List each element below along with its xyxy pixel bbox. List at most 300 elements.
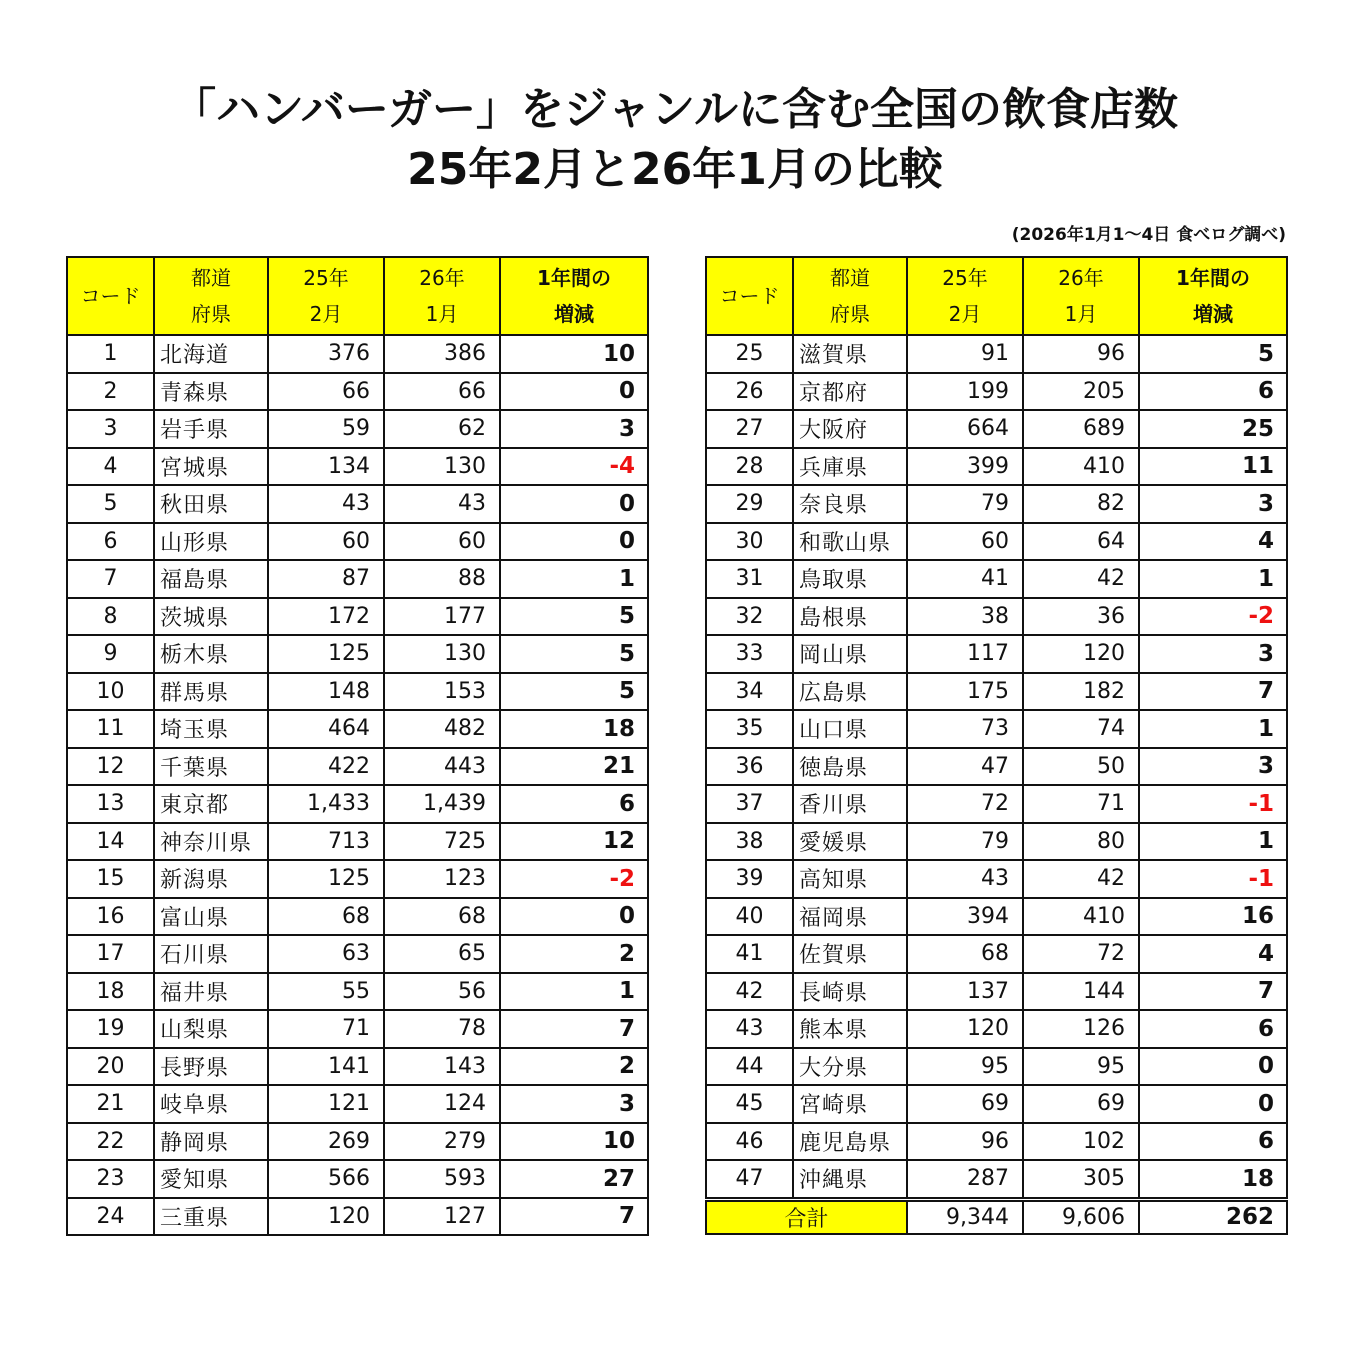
table-row bbox=[67, 898, 648, 936]
row-prefecture: 栃木県 bbox=[154, 635, 268, 673]
row-change: 7 bbox=[500, 1198, 648, 1236]
row-2025-feb: 117 bbox=[907, 635, 1023, 673]
row-code: 10 bbox=[67, 673, 154, 711]
row-change: 0 bbox=[500, 373, 648, 411]
row-change: 1 bbox=[1139, 823, 1287, 861]
table-row bbox=[67, 335, 648, 373]
row-code: 29 bbox=[706, 485, 793, 523]
row-2026-jan: 96 bbox=[1023, 335, 1139, 373]
row-change: 5 bbox=[500, 635, 648, 673]
row-2025-feb: 394 bbox=[907, 898, 1023, 936]
row-2026-jan: 36 bbox=[1023, 598, 1139, 636]
header-prefecture: 都道 府県 bbox=[793, 257, 907, 335]
row-2025-feb: 287 bbox=[907, 1160, 1023, 1199]
row-code: 41 bbox=[706, 935, 793, 973]
row-code: 15 bbox=[67, 860, 154, 898]
row-2026-jan: 410 bbox=[1023, 898, 1139, 936]
page-title: 「ハンバーガー」をジャンルに含む全国の飲食店数 bbox=[171, 84, 1179, 135]
row-prefecture: 鹿児島県 bbox=[793, 1123, 907, 1161]
row-code: 46 bbox=[706, 1123, 793, 1161]
row-code: 23 bbox=[67, 1160, 154, 1198]
header-2025-feb: 25年 2月 bbox=[268, 257, 384, 335]
table-row bbox=[706, 560, 1287, 598]
row-change: 0 bbox=[500, 898, 648, 936]
total-change: 262 bbox=[1139, 1199, 1287, 1234]
row-change: 0 bbox=[1139, 1048, 1287, 1086]
page-subtitle: 25年2月と26年1月の比較 bbox=[407, 144, 943, 195]
row-prefecture: 大分県 bbox=[793, 1048, 907, 1086]
row-code: 34 bbox=[706, 673, 793, 711]
table-row bbox=[706, 448, 1287, 486]
table-row bbox=[67, 485, 648, 523]
row-code: 9 bbox=[67, 635, 154, 673]
row-2025-feb: 120 bbox=[907, 1010, 1023, 1048]
row-change: -1 bbox=[1139, 785, 1287, 823]
row-2025-feb: 91 bbox=[907, 335, 1023, 373]
header-change: 1年間の 増減 bbox=[500, 257, 648, 335]
row-2025-feb: 59 bbox=[268, 410, 384, 448]
row-2026-jan: 482 bbox=[384, 710, 500, 748]
row-code: 44 bbox=[706, 1048, 793, 1086]
row-prefecture: 秋田県 bbox=[154, 485, 268, 523]
row-change: 7 bbox=[1139, 673, 1287, 711]
row-code: 2 bbox=[67, 373, 154, 411]
row-change: 0 bbox=[1139, 1085, 1287, 1123]
row-change: -2 bbox=[1139, 598, 1287, 636]
row-change: 1 bbox=[1139, 560, 1287, 598]
row-prefecture: 新潟県 bbox=[154, 860, 268, 898]
row-2026-jan: 386 bbox=[384, 335, 500, 373]
table-row bbox=[706, 710, 1287, 748]
row-prefecture: 奈良県 bbox=[793, 485, 907, 523]
row-change: -4 bbox=[500, 448, 648, 486]
row-2025-feb: 148 bbox=[268, 673, 384, 711]
row-2026-jan: 305 bbox=[1023, 1160, 1139, 1199]
row-change: 4 bbox=[1139, 935, 1287, 973]
row-prefecture: 鳥取県 bbox=[793, 560, 907, 598]
row-change: -1 bbox=[1139, 860, 1287, 898]
row-change: 0 bbox=[500, 523, 648, 561]
row-change: 5 bbox=[500, 598, 648, 636]
row-2026-jan: 102 bbox=[1023, 1123, 1139, 1161]
row-change: 1 bbox=[500, 560, 648, 598]
table-row bbox=[67, 1048, 648, 1086]
row-prefecture: 石川県 bbox=[154, 935, 268, 973]
table-header-row bbox=[706, 257, 1287, 335]
table-row bbox=[67, 710, 648, 748]
row-2026-jan: 65 bbox=[384, 935, 500, 973]
row-change: 6 bbox=[1139, 373, 1287, 411]
row-2026-jan: 144 bbox=[1023, 973, 1139, 1011]
row-2026-jan: 78 bbox=[384, 1010, 500, 1048]
row-2026-jan: 42 bbox=[1023, 860, 1139, 898]
row-prefecture: 愛知県 bbox=[154, 1160, 268, 1198]
table-row bbox=[706, 860, 1287, 898]
row-2025-feb: 269 bbox=[268, 1123, 384, 1161]
header-code: コード bbox=[67, 257, 154, 335]
table-header-row bbox=[67, 257, 648, 335]
row-prefecture: 山口県 bbox=[793, 710, 907, 748]
row-2025-feb: 66 bbox=[268, 373, 384, 411]
table-row bbox=[67, 860, 648, 898]
row-code: 18 bbox=[67, 973, 154, 1011]
table-row bbox=[67, 448, 648, 486]
row-2025-feb: 134 bbox=[268, 448, 384, 486]
row-change: 2 bbox=[500, 1048, 648, 1086]
row-2026-jan: 205 bbox=[1023, 373, 1139, 411]
row-2025-feb: 60 bbox=[907, 523, 1023, 561]
row-2026-jan: 593 bbox=[384, 1160, 500, 1198]
table-row bbox=[706, 373, 1287, 411]
table-row bbox=[67, 1085, 648, 1123]
row-change: 1 bbox=[1139, 710, 1287, 748]
row-2025-feb: 121 bbox=[268, 1085, 384, 1123]
row-2026-jan: 80 bbox=[1023, 823, 1139, 861]
row-change: 3 bbox=[1139, 485, 1287, 523]
row-prefecture: 山形県 bbox=[154, 523, 268, 561]
row-code: 36 bbox=[706, 748, 793, 786]
source-note: (2026年1月1～4日 食べログ調べ) bbox=[1011, 225, 1286, 245]
row-2025-feb: 79 bbox=[907, 485, 1023, 523]
row-change: 3 bbox=[500, 410, 648, 448]
row-2026-jan: 182 bbox=[1023, 673, 1139, 711]
row-code: 8 bbox=[67, 598, 154, 636]
table-row bbox=[706, 1123, 1287, 1161]
row-code: 3 bbox=[67, 410, 154, 448]
row-prefecture: 和歌山県 bbox=[793, 523, 907, 561]
row-code: 47 bbox=[706, 1160, 793, 1199]
row-code: 26 bbox=[706, 373, 793, 411]
row-prefecture: 茨城県 bbox=[154, 598, 268, 636]
table-row bbox=[706, 523, 1287, 561]
row-code: 17 bbox=[67, 935, 154, 973]
table-row bbox=[706, 598, 1287, 636]
row-code: 24 bbox=[67, 1198, 154, 1236]
row-prefecture: 佐賀県 bbox=[793, 935, 907, 973]
row-prefecture: 島根県 bbox=[793, 598, 907, 636]
row-code: 38 bbox=[706, 823, 793, 861]
row-change: -2 bbox=[500, 860, 648, 898]
row-change: 3 bbox=[500, 1085, 648, 1123]
row-prefecture: 岐阜県 bbox=[154, 1085, 268, 1123]
row-change: 7 bbox=[1139, 973, 1287, 1011]
row-change: 7 bbox=[500, 1010, 648, 1048]
row-code: 1 bbox=[67, 335, 154, 373]
table-row bbox=[67, 1010, 648, 1048]
row-prefecture: 福井県 bbox=[154, 973, 268, 1011]
row-2026-jan: 42 bbox=[1023, 560, 1139, 598]
row-2026-jan: 126 bbox=[1023, 1010, 1139, 1048]
row-2025-feb: 72 bbox=[907, 785, 1023, 823]
row-prefecture: 香川県 bbox=[793, 785, 907, 823]
row-change: 6 bbox=[1139, 1010, 1287, 1048]
table-row bbox=[706, 410, 1287, 448]
row-2026-jan: 43 bbox=[384, 485, 500, 523]
row-prefecture: 愛媛県 bbox=[793, 823, 907, 861]
row-code: 14 bbox=[67, 823, 154, 861]
row-2026-jan: 1,439 bbox=[384, 785, 500, 823]
row-code: 5 bbox=[67, 485, 154, 523]
row-prefecture: 長野県 bbox=[154, 1048, 268, 1086]
row-2026-jan: 124 bbox=[384, 1085, 500, 1123]
row-code: 42 bbox=[706, 973, 793, 1011]
row-2025-feb: 68 bbox=[907, 935, 1023, 973]
row-2025-feb: 43 bbox=[907, 860, 1023, 898]
row-prefecture: 群馬県 bbox=[154, 673, 268, 711]
table-row bbox=[67, 373, 648, 411]
row-code: 13 bbox=[67, 785, 154, 823]
row-prefecture: 岩手県 bbox=[154, 410, 268, 448]
row-2026-jan: 279 bbox=[384, 1123, 500, 1161]
row-code: 19 bbox=[67, 1010, 154, 1048]
row-2025-feb: 43 bbox=[268, 485, 384, 523]
row-2026-jan: 410 bbox=[1023, 448, 1139, 486]
row-prefecture: 静岡県 bbox=[154, 1123, 268, 1161]
table-row bbox=[706, 748, 1287, 786]
table-row bbox=[706, 485, 1287, 523]
row-change: 16 bbox=[1139, 898, 1287, 936]
row-code: 39 bbox=[706, 860, 793, 898]
row-change: 10 bbox=[500, 335, 648, 373]
row-2026-jan: 443 bbox=[384, 748, 500, 786]
row-2025-feb: 69 bbox=[907, 1085, 1023, 1123]
row-2025-feb: 68 bbox=[268, 898, 384, 936]
row-prefecture: 滋賀県 bbox=[793, 335, 907, 373]
row-2025-feb: 141 bbox=[268, 1048, 384, 1086]
row-change: 18 bbox=[1139, 1160, 1287, 1199]
row-2026-jan: 130 bbox=[384, 635, 500, 673]
table-row bbox=[67, 523, 648, 561]
table-row bbox=[67, 598, 648, 636]
table-row bbox=[67, 973, 648, 1011]
row-prefecture: 北海道 bbox=[154, 335, 268, 373]
row-prefecture: 長崎県 bbox=[793, 973, 907, 1011]
total-2025-feb: 9,344 bbox=[907, 1199, 1023, 1234]
row-2025-feb: 422 bbox=[268, 748, 384, 786]
row-2026-jan: 123 bbox=[384, 860, 500, 898]
row-change: 3 bbox=[1139, 635, 1287, 673]
row-change: 25 bbox=[1139, 410, 1287, 448]
row-2025-feb: 73 bbox=[907, 710, 1023, 748]
header-change: 1年間の 増減 bbox=[1139, 257, 1287, 335]
row-2025-feb: 60 bbox=[268, 523, 384, 561]
row-prefecture: 福岡県 bbox=[793, 898, 907, 936]
row-change: 6 bbox=[500, 785, 648, 823]
table-right bbox=[705, 256, 1288, 1235]
row-2026-jan: 127 bbox=[384, 1198, 500, 1236]
row-2026-jan: 56 bbox=[384, 973, 500, 1011]
row-2026-jan: 725 bbox=[384, 823, 500, 861]
header-2026-jan: 26年 1月 bbox=[1023, 257, 1139, 335]
table-row bbox=[706, 673, 1287, 711]
row-prefecture: 宮城県 bbox=[154, 448, 268, 486]
table-row bbox=[706, 785, 1287, 823]
row-code: 6 bbox=[67, 523, 154, 561]
row-2025-feb: 566 bbox=[268, 1160, 384, 1198]
row-prefecture: 三重県 bbox=[154, 1198, 268, 1236]
table-row bbox=[706, 823, 1287, 861]
row-change: 18 bbox=[500, 710, 648, 748]
row-2025-feb: 38 bbox=[907, 598, 1023, 636]
row-code: 22 bbox=[67, 1123, 154, 1161]
row-code: 20 bbox=[67, 1048, 154, 1086]
row-2025-feb: 95 bbox=[907, 1048, 1023, 1086]
total-label: 合計 bbox=[706, 1199, 907, 1234]
row-2026-jan: 72 bbox=[1023, 935, 1139, 973]
row-change: 27 bbox=[500, 1160, 648, 1198]
table-row bbox=[67, 785, 648, 823]
row-code: 45 bbox=[706, 1085, 793, 1123]
row-2025-feb: 376 bbox=[268, 335, 384, 373]
row-change: 10 bbox=[500, 1123, 648, 1161]
row-2026-jan: 177 bbox=[384, 598, 500, 636]
row-change: 2 bbox=[500, 935, 648, 973]
row-2026-jan: 689 bbox=[1023, 410, 1139, 448]
row-2025-feb: 175 bbox=[907, 673, 1023, 711]
row-prefecture: 宮崎県 bbox=[793, 1085, 907, 1123]
row-prefecture: 東京都 bbox=[154, 785, 268, 823]
row-2025-feb: 199 bbox=[907, 373, 1023, 411]
row-2025-feb: 87 bbox=[268, 560, 384, 598]
row-prefecture: 兵庫県 bbox=[793, 448, 907, 486]
row-change: 11 bbox=[1139, 448, 1287, 486]
row-code: 35 bbox=[706, 710, 793, 748]
row-2025-feb: 120 bbox=[268, 1198, 384, 1236]
table-row bbox=[67, 748, 648, 786]
row-change: 0 bbox=[500, 485, 648, 523]
table-row bbox=[706, 635, 1287, 673]
table-row bbox=[67, 635, 648, 673]
table-row bbox=[67, 1160, 648, 1198]
row-2026-jan: 130 bbox=[384, 448, 500, 486]
total-2026-jan: 9,606 bbox=[1023, 1199, 1139, 1234]
row-2025-feb: 96 bbox=[907, 1123, 1023, 1161]
row-2025-feb: 664 bbox=[907, 410, 1023, 448]
row-2025-feb: 464 bbox=[268, 710, 384, 748]
row-2026-jan: 62 bbox=[384, 410, 500, 448]
row-2026-jan: 60 bbox=[384, 523, 500, 561]
row-prefecture: 高知県 bbox=[793, 860, 907, 898]
row-change: 6 bbox=[1139, 1123, 1287, 1161]
row-prefecture: 熊本県 bbox=[793, 1010, 907, 1048]
table-row bbox=[67, 1198, 648, 1236]
row-2025-feb: 125 bbox=[268, 635, 384, 673]
row-2026-jan: 69 bbox=[1023, 1085, 1139, 1123]
row-2026-jan: 143 bbox=[384, 1048, 500, 1086]
row-2026-jan: 82 bbox=[1023, 485, 1139, 523]
row-code: 40 bbox=[706, 898, 793, 936]
row-prefecture: 沖縄県 bbox=[793, 1160, 907, 1199]
row-change: 12 bbox=[500, 823, 648, 861]
header-2026-jan: 26年 1月 bbox=[384, 257, 500, 335]
row-prefecture: 徳島県 bbox=[793, 748, 907, 786]
row-code: 12 bbox=[67, 748, 154, 786]
row-2025-feb: 55 bbox=[268, 973, 384, 1011]
row-2025-feb: 137 bbox=[907, 973, 1023, 1011]
row-2026-jan: 95 bbox=[1023, 1048, 1139, 1086]
row-2025-feb: 41 bbox=[907, 560, 1023, 598]
row-prefecture: 青森県 bbox=[154, 373, 268, 411]
table-row bbox=[706, 935, 1287, 973]
table-left bbox=[66, 256, 649, 1236]
row-code: 25 bbox=[706, 335, 793, 373]
row-2026-jan: 68 bbox=[384, 898, 500, 936]
row-prefecture: 千葉県 bbox=[154, 748, 268, 786]
row-code: 43 bbox=[706, 1010, 793, 1048]
header-2025-feb: 25年 2月 bbox=[907, 257, 1023, 335]
row-2025-feb: 713 bbox=[268, 823, 384, 861]
row-code: 16 bbox=[67, 898, 154, 936]
table-row bbox=[67, 673, 648, 711]
table-row bbox=[67, 935, 648, 973]
table-row bbox=[706, 335, 1287, 373]
row-2025-feb: 399 bbox=[907, 448, 1023, 486]
table-row bbox=[706, 898, 1287, 936]
row-2026-jan: 64 bbox=[1023, 523, 1139, 561]
table-row bbox=[67, 1123, 648, 1161]
row-prefecture: 神奈川県 bbox=[154, 823, 268, 861]
row-code: 28 bbox=[706, 448, 793, 486]
row-change: 5 bbox=[500, 673, 648, 711]
row-2026-jan: 153 bbox=[384, 673, 500, 711]
table-row bbox=[67, 560, 648, 598]
header-code: コード bbox=[706, 257, 793, 335]
row-2025-feb: 1,433 bbox=[268, 785, 384, 823]
row-code: 7 bbox=[67, 560, 154, 598]
row-prefecture: 富山県 bbox=[154, 898, 268, 936]
row-code: 31 bbox=[706, 560, 793, 598]
row-2025-feb: 47 bbox=[907, 748, 1023, 786]
row-prefecture: 岡山県 bbox=[793, 635, 907, 673]
row-code: 32 bbox=[706, 598, 793, 636]
row-2025-feb: 125 bbox=[268, 860, 384, 898]
row-prefecture: 広島県 bbox=[793, 673, 907, 711]
row-change: 4 bbox=[1139, 523, 1287, 561]
table-row bbox=[67, 410, 648, 448]
row-change: 3 bbox=[1139, 748, 1287, 786]
row-prefecture: 京都府 bbox=[793, 373, 907, 411]
row-code: 4 bbox=[67, 448, 154, 486]
row-2025-feb: 71 bbox=[268, 1010, 384, 1048]
row-prefecture: 山梨県 bbox=[154, 1010, 268, 1048]
row-2025-feb: 79 bbox=[907, 823, 1023, 861]
row-2026-jan: 88 bbox=[384, 560, 500, 598]
row-2025-feb: 63 bbox=[268, 935, 384, 973]
total-row bbox=[706, 1199, 1287, 1234]
row-2026-jan: 120 bbox=[1023, 635, 1139, 673]
row-2026-jan: 66 bbox=[384, 373, 500, 411]
row-2026-jan: 74 bbox=[1023, 710, 1139, 748]
row-prefecture: 埼玉県 bbox=[154, 710, 268, 748]
row-code: 37 bbox=[706, 785, 793, 823]
row-change: 5 bbox=[1139, 335, 1287, 373]
row-prefecture: 福島県 bbox=[154, 560, 268, 598]
row-code: 30 bbox=[706, 523, 793, 561]
row-code: 27 bbox=[706, 410, 793, 448]
row-2026-jan: 71 bbox=[1023, 785, 1139, 823]
table-row bbox=[706, 1010, 1287, 1048]
row-change: 21 bbox=[500, 748, 648, 786]
row-code: 21 bbox=[67, 1085, 154, 1123]
table-row bbox=[67, 823, 648, 861]
table-row bbox=[706, 1048, 1287, 1086]
row-code: 33 bbox=[706, 635, 793, 673]
row-2026-jan: 50 bbox=[1023, 748, 1139, 786]
table-row bbox=[706, 1160, 1287, 1199]
row-2025-feb: 172 bbox=[268, 598, 384, 636]
table-row bbox=[706, 973, 1287, 1011]
row-change: 1 bbox=[500, 973, 648, 1011]
